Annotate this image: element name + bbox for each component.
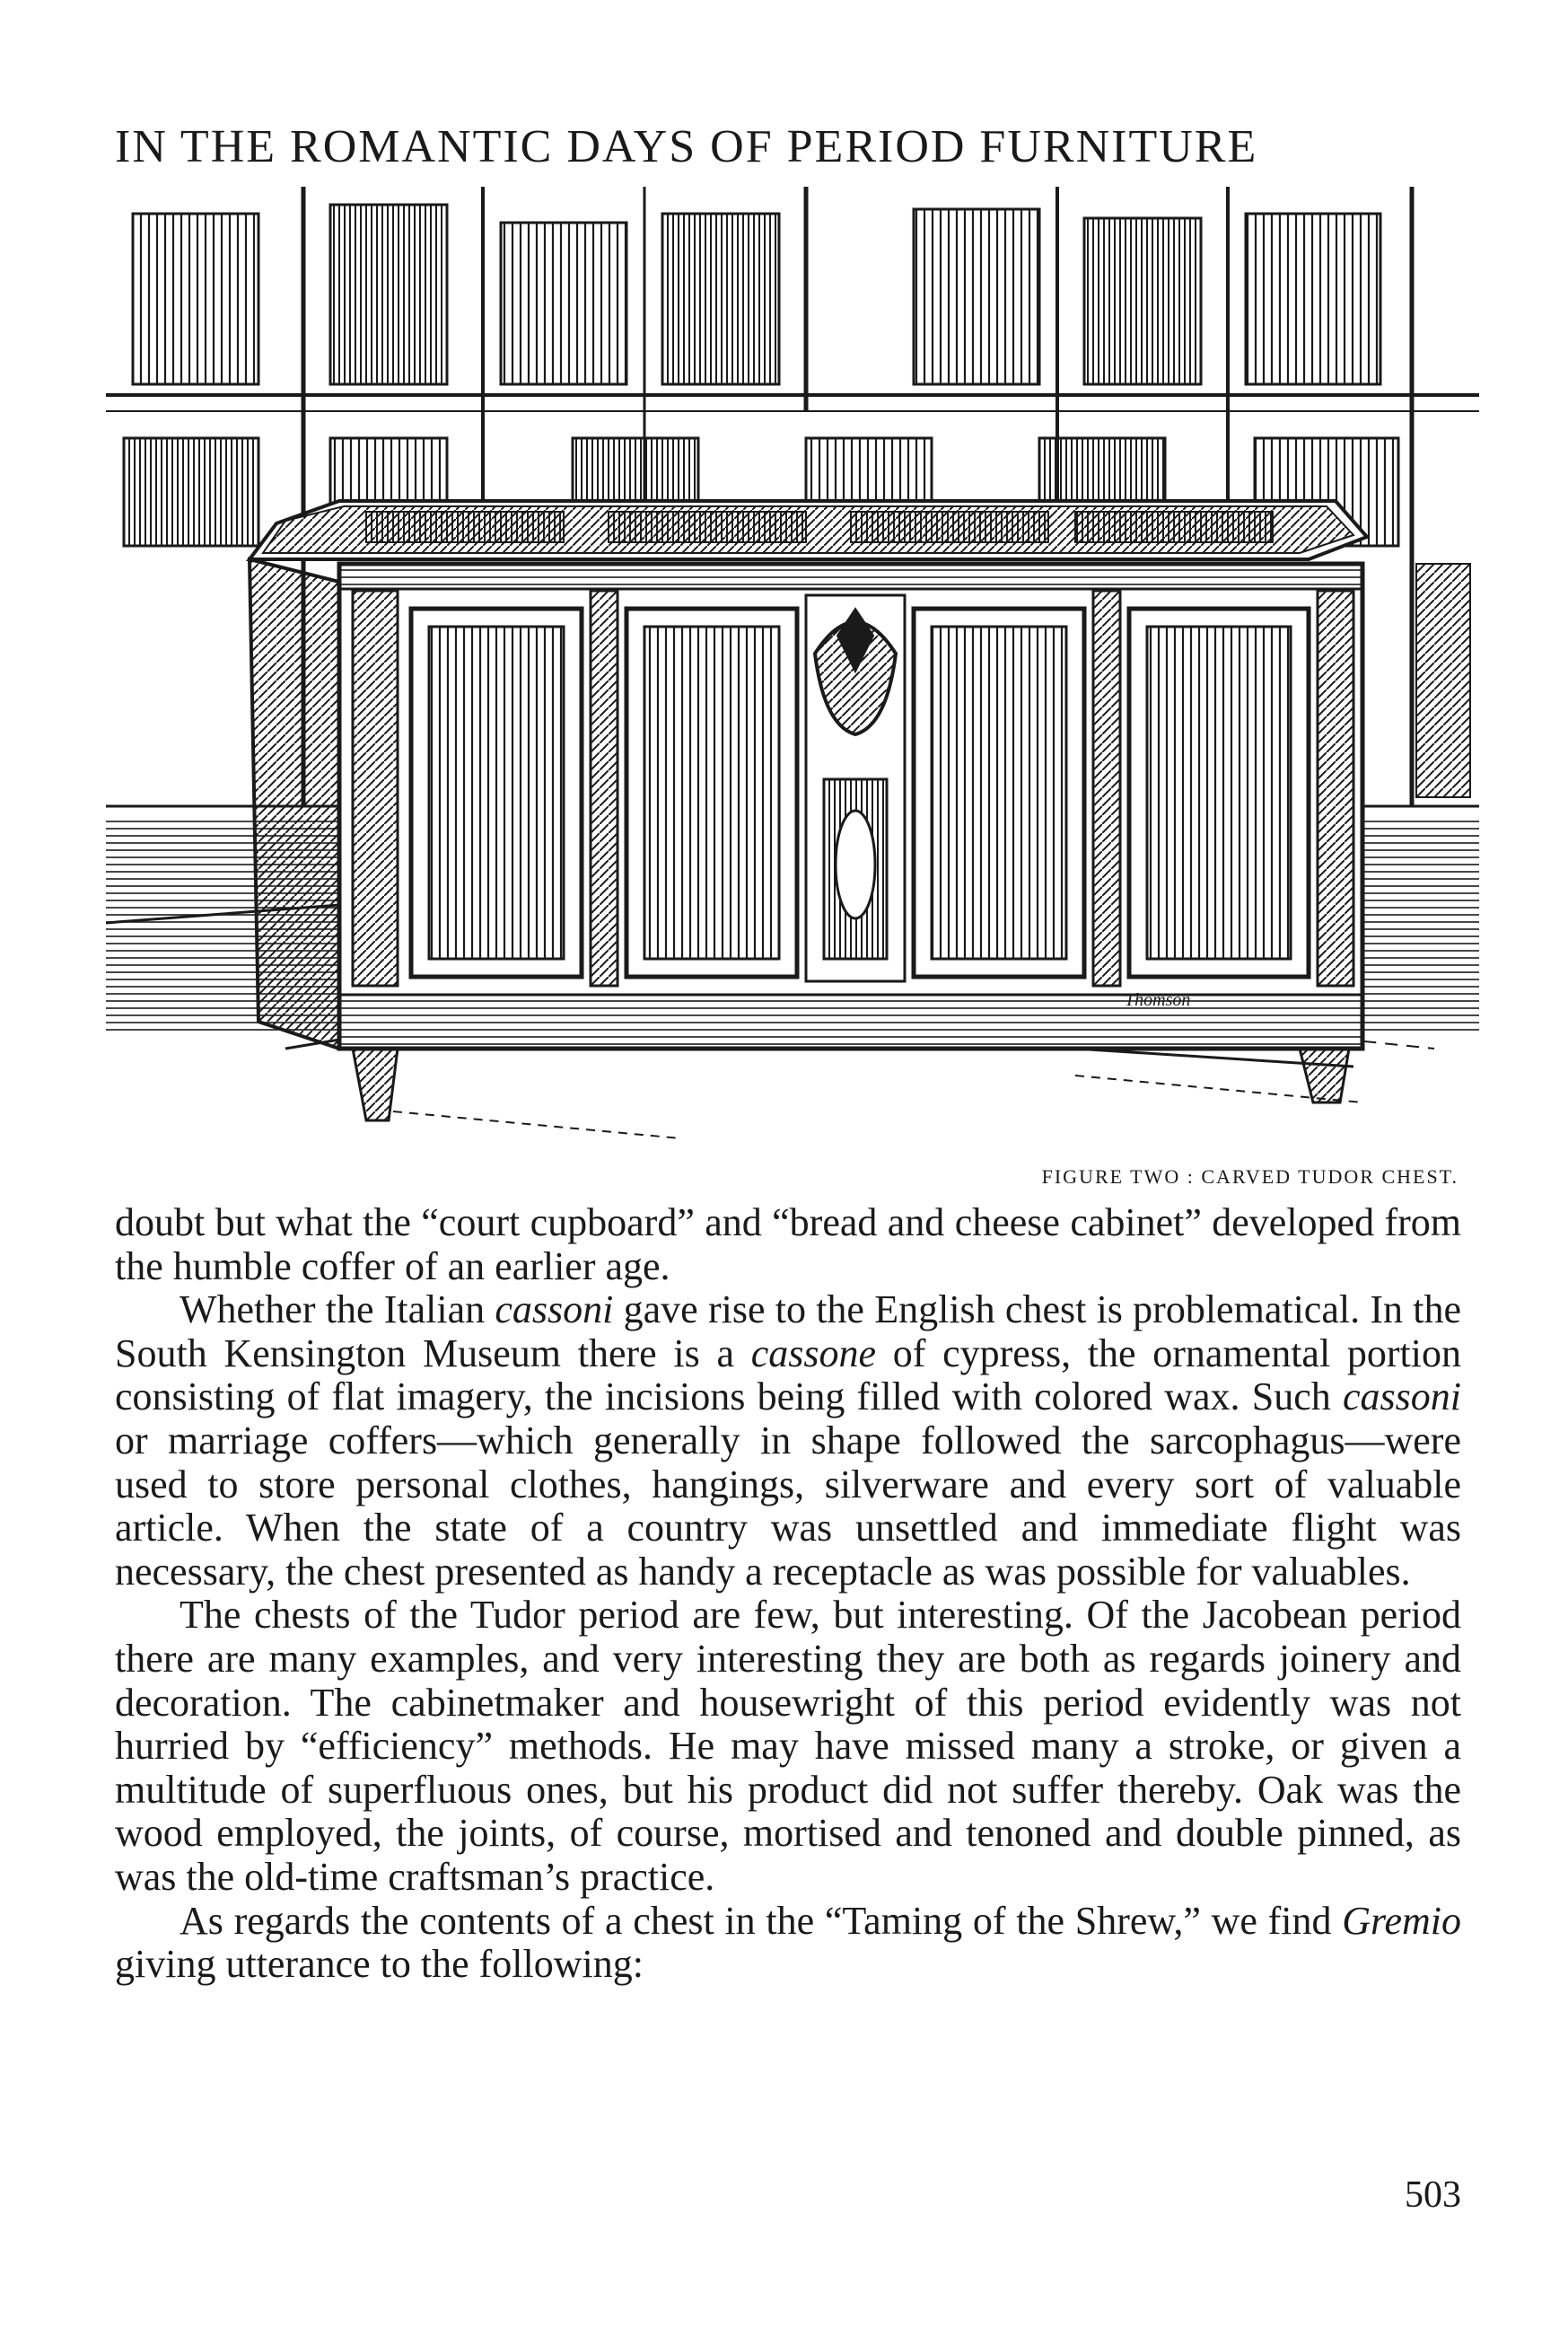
artist-signature: Thomson (1125, 990, 1191, 1010)
running-head: IN THE ROMANTIC DAYS OF PERIOD FURNITURE (115, 121, 1258, 172)
paragraph-4: As regards the contents of a chest in the “Taming of the Shrew,” we find Gremio giving utterance to the following: (115, 1898, 1461, 1987)
tudor-chest (250, 501, 1367, 1120)
article-body (115, 1201, 1461, 1987)
page-number: 503 (1405, 2174, 1461, 2216)
chest-illustration (106, 187, 1479, 1147)
paragraph-3: The chests of the Tudor period are few, but interesting. Of the Jacobean period there are many examples, and very interesting they are both as regards joinery and decoration. The cabinetmaker and housewright of this period evidently was not hurried by “efficiency” methods. He may have missed many a stroke, or given a multitude of superfluous ones, but his product did not suffer thereby. Oak was the wood employed, the joints, of course, mortised and tenoned and double pinned, as was the old-time craftsman’s practice. (115, 1593, 1461, 1899)
paragraph-1: doubt but what the “court cupboard” and “bread and cheese cabinet” developed from the humble coffer of an earlier age. (115, 1200, 1461, 1288)
paragraph-2: Whether the Italian cassoni gave rise to the English chest is problematical. In the South Kensington Museum there is a cassone of cypress, the ornamental portion consisting of flat imagery, the incisions being filled with colored wax. Such cassoni or marriage coffers—which generally in shape followed the sarcophagus—were used to store personal clothes, hangings, silverware and every sort of valuable article. When the state of a country was unsettled and immediate flight was necessary, the chest presented as handy a receptacle as was possible for valuables. (115, 1287, 1461, 1594)
figure-caption: FIGURE TWO : CARVED TUDOR CHEST. (1041, 1165, 1459, 1188)
